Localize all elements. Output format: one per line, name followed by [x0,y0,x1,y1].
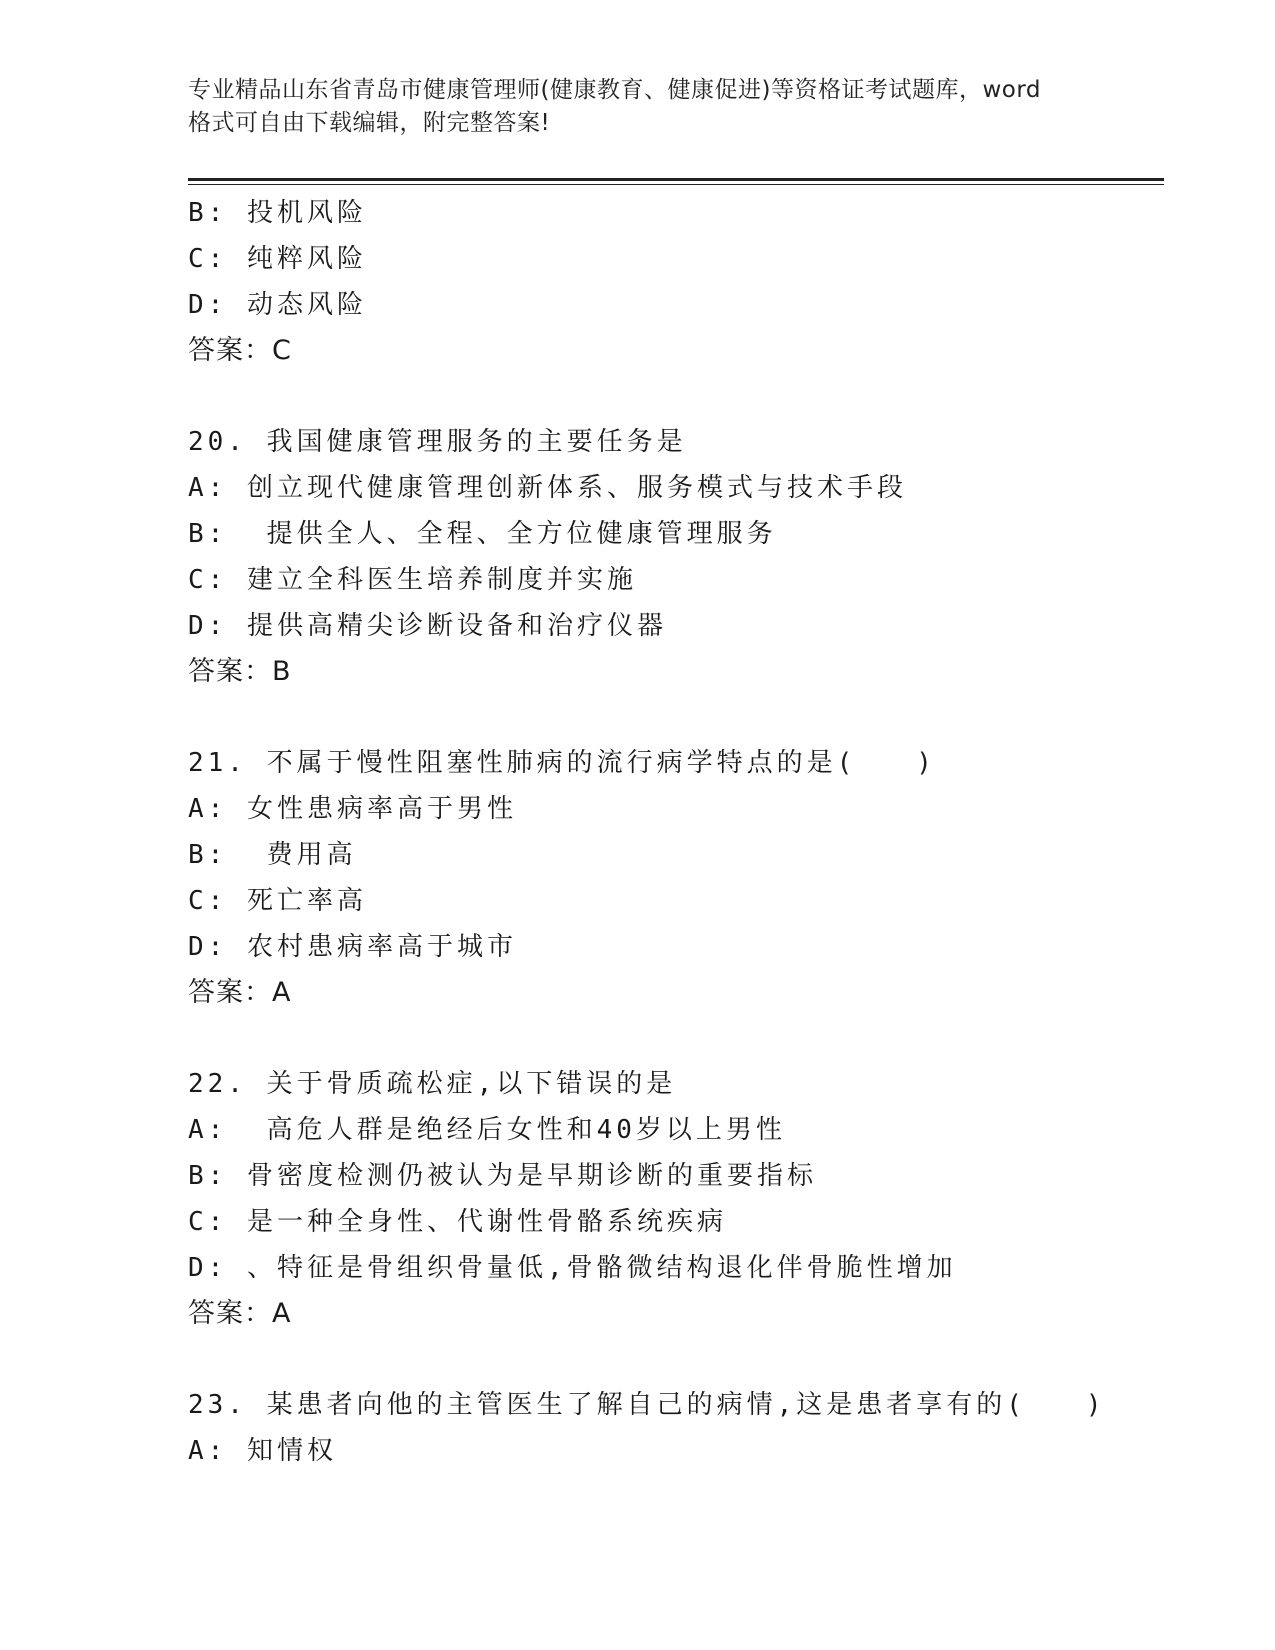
answer-line: 答案：C [188,335,292,366]
question-list [188,190,1168,1474]
option-b: B: 提供全人、全程、全方位健康管理服务 [188,519,777,549]
option-c: C: 死亡率高 [188,886,367,916]
question-stem: 20. 我国健康管理服务的主要任务是 [188,427,687,457]
question-19-tail [188,190,1168,374]
option-a: A: 女性患病率高于男性 [188,794,517,824]
option-c: C: 是一种全身性、代谢性骨骼系统疾病 [188,1207,727,1237]
option-b: B: 投机风险 [188,198,367,228]
document-header [188,74,1108,140]
question-21 [188,740,1168,1016]
option-d: D: 动态风险 [188,290,367,320]
option-d: D: 、特征是骨组织骨量低,骨骼微结构退化伴骨脆性增加 [188,1253,957,1283]
option-a: A: 创立现代健康管理创新体系、服务模式与技术手段 [188,473,907,503]
option-c: C: 建立全科医生培养制度并实施 [188,565,637,595]
header-line-2: 格式可自由下载编辑，附完整答案! [188,110,551,136]
question-23 [188,1382,1168,1474]
header-divider-thin [188,184,1164,185]
question-20 [188,419,1168,695]
header-divider-thick [188,178,1164,181]
option-a: A: 知情权 [188,1436,337,1466]
option-a: A: 高危人群是绝经后女性和40岁以上男性 [188,1115,786,1145]
answer-line: 答案：B [188,656,292,687]
option-c: C: 纯粹风险 [188,244,367,274]
option-b: B: 费用高 [188,840,357,870]
answer-line: 答案：A [188,977,292,1008]
question-stem: 23. 某患者向他的主管医生了解自己的病情,这是患者享有的( ) [188,1390,1106,1420]
question-22 [188,1061,1168,1337]
option-b: B: 骨密度检测仍被认为是早期诊断的重要指标 [188,1161,817,1191]
option-d: D: 提供高精尖诊断设备和治疗仪器 [188,611,667,641]
header-line-1: 专业精品山东省青岛市健康管理师(健康教育、健康促进)等资格证考试题库，word [188,77,1041,103]
option-d: D: 农村患病率高于城市 [188,932,517,962]
answer-line: 答案：A [188,1298,292,1329]
question-stem: 22. 关于骨质疏松症,以下错误的是 [188,1069,677,1099]
question-stem: 21. 不属于慢性阻塞性肺病的流行病学特点的是( ) [188,748,936,778]
